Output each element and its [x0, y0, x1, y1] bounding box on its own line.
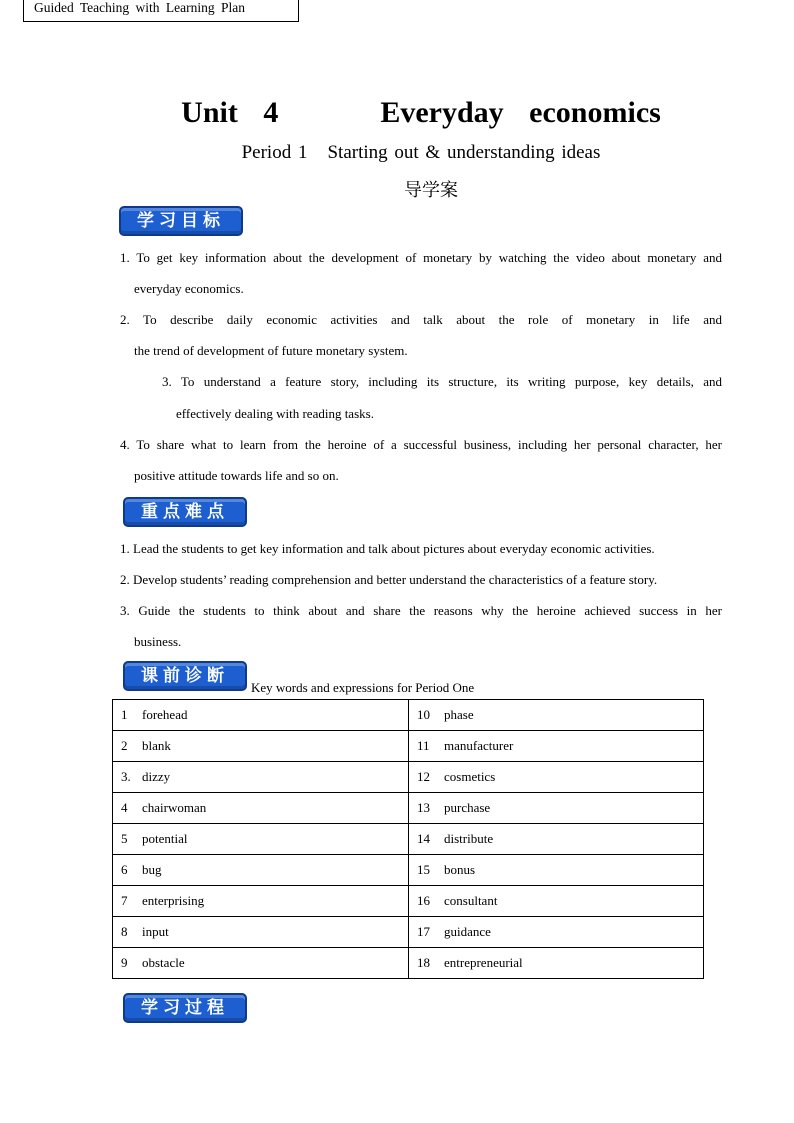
- vocab-word: manufacturer: [444, 738, 514, 753]
- vocab-table: [112, 699, 704, 979]
- vocab-cell-right: [409, 886, 704, 917]
- vocab-number: 4: [121, 800, 128, 815]
- vocab-cell-left: [113, 917, 409, 948]
- objective-item-2-line1: 2. To describe daily economic activities and talk about the role of monetary in life and: [120, 312, 722, 327]
- objective-item-2-line2: the trend of development of future monetary system.: [134, 343, 408, 358]
- section-badge-process: 学习过程: [123, 993, 247, 1023]
- vocab-word: purchase: [444, 800, 491, 815]
- vocab-cell-left: [113, 886, 409, 917]
- vocab-cell-right: [409, 793, 704, 824]
- document-type-label: 导学案: [404, 180, 458, 201]
- vocab-cell-left: [113, 762, 409, 793]
- vocab-word: entrepreneurial: [444, 955, 523, 970]
- document-header-label: Guided Teaching with Learning Plan: [23, 0, 299, 22]
- vocab-cell-right: [409, 700, 704, 731]
- vocab-number: 11: [417, 738, 430, 753]
- vocab-number: 14: [417, 831, 430, 846]
- vocab-number: 16: [417, 893, 430, 908]
- vocab-word: potential: [142, 831, 188, 846]
- vocab-cell-right: [409, 731, 704, 762]
- vocab-number: 2: [121, 738, 128, 753]
- vocab-word: bonus: [444, 862, 476, 877]
- vocab-word: distribute: [444, 831, 494, 846]
- period-topic: Starting out & understanding ideas: [327, 142, 601, 163]
- vocab-number: 5: [121, 831, 128, 846]
- objective-item-3-line2: effectively dealing with reading tasks.: [176, 406, 374, 421]
- vocab-word: obstacle: [142, 955, 185, 970]
- vocab-word: dizzy: [142, 769, 171, 784]
- vocab-cell-right: [409, 824, 704, 855]
- vocab-number: 10: [417, 707, 430, 722]
- vocab-cell-left: [113, 700, 409, 731]
- vocab-word: forehead: [142, 707, 188, 722]
- vocab-word: guidance: [444, 924, 491, 939]
- page-subtitle: [0, 142, 794, 164]
- vocab-cell-right: [409, 948, 704, 979]
- vocab-word: phase: [444, 707, 474, 722]
- vocab-cell-right: [409, 855, 704, 886]
- vocab-number: 18: [417, 955, 430, 970]
- table-row: [113, 762, 704, 793]
- vocab-word: bug: [142, 862, 162, 877]
- period-label: Period 1: [241, 142, 308, 163]
- table-row: [113, 700, 704, 731]
- vocab-number: 7: [121, 893, 128, 908]
- key-point-item-3-line1: 3. Guide the students to think about and share the reasons why the heroine achieved success in her: [120, 603, 722, 618]
- vocab-word: input: [142, 924, 169, 939]
- vocab-number: 8: [121, 924, 128, 939]
- vocab-number: 9: [121, 955, 128, 970]
- table-row: [113, 886, 704, 917]
- table-row: [113, 855, 704, 886]
- objective-item-4-line1: 4. To share what to learn from the heroine of a successful business, including her personal character, her: [120, 437, 722, 452]
- key-point-item-3-line2: business.: [134, 634, 182, 649]
- vocab-cell-left: [113, 948, 409, 979]
- vocab-number: 12: [417, 769, 430, 784]
- objective-item-1-line2: everyday economics.: [134, 281, 244, 296]
- vocab-cell-left: [113, 793, 409, 824]
- section-badge-objectives: 学习目标: [119, 206, 243, 236]
- key-point-item-2: 2. Develop students’ reading comprehension and better understand the characteristics of a feature story.: [120, 572, 658, 587]
- section-badge-diagnosis: 课前诊断: [123, 661, 247, 691]
- table-row: [113, 731, 704, 762]
- vocab-number: 3.: [121, 769, 131, 784]
- vocab-word: consultant: [444, 893, 498, 908]
- vocab-table-caption: Key words and expressions for Period One: [251, 680, 475, 695]
- vocab-number: 17: [417, 924, 430, 939]
- key-point-item-1: 1. Lead the students to get key information and talk about pictures about everyday economic activities.: [120, 541, 655, 556]
- vocab-number: 13: [417, 800, 430, 815]
- vocab-cell-right: [409, 917, 704, 948]
- objective-item-4-line2: positive attitude towards life and so on.: [134, 468, 339, 483]
- objective-item-1-line1: 1. To get key information about the development of monetary by watching the video about monetary and: [120, 250, 722, 265]
- table-row: [113, 917, 704, 948]
- vocab-cell-left: [113, 731, 409, 762]
- section-badge-key-points: 重点难点: [123, 497, 247, 527]
- table-row: [113, 948, 704, 979]
- vocab-cell-left: [113, 824, 409, 855]
- vocab-word: enterprising: [142, 893, 205, 908]
- vocab-cell-right: [409, 762, 704, 793]
- table-row: [113, 824, 704, 855]
- vocab-word: blank: [142, 738, 171, 753]
- vocab-cell-left: [113, 855, 409, 886]
- page-title: Unit 4 Everyday economics: [181, 96, 661, 129]
- table-row: [113, 793, 704, 824]
- vocab-number: 15: [417, 862, 430, 877]
- vocab-word: cosmetics: [444, 769, 496, 784]
- vocab-number: 6: [121, 862, 128, 877]
- objective-item-3-line1: 3. To understand a feature story, including its structure, its writing purpose, key details, and: [162, 374, 722, 389]
- vocab-number: 1: [121, 707, 128, 722]
- vocab-word: chairwoman: [142, 800, 207, 815]
